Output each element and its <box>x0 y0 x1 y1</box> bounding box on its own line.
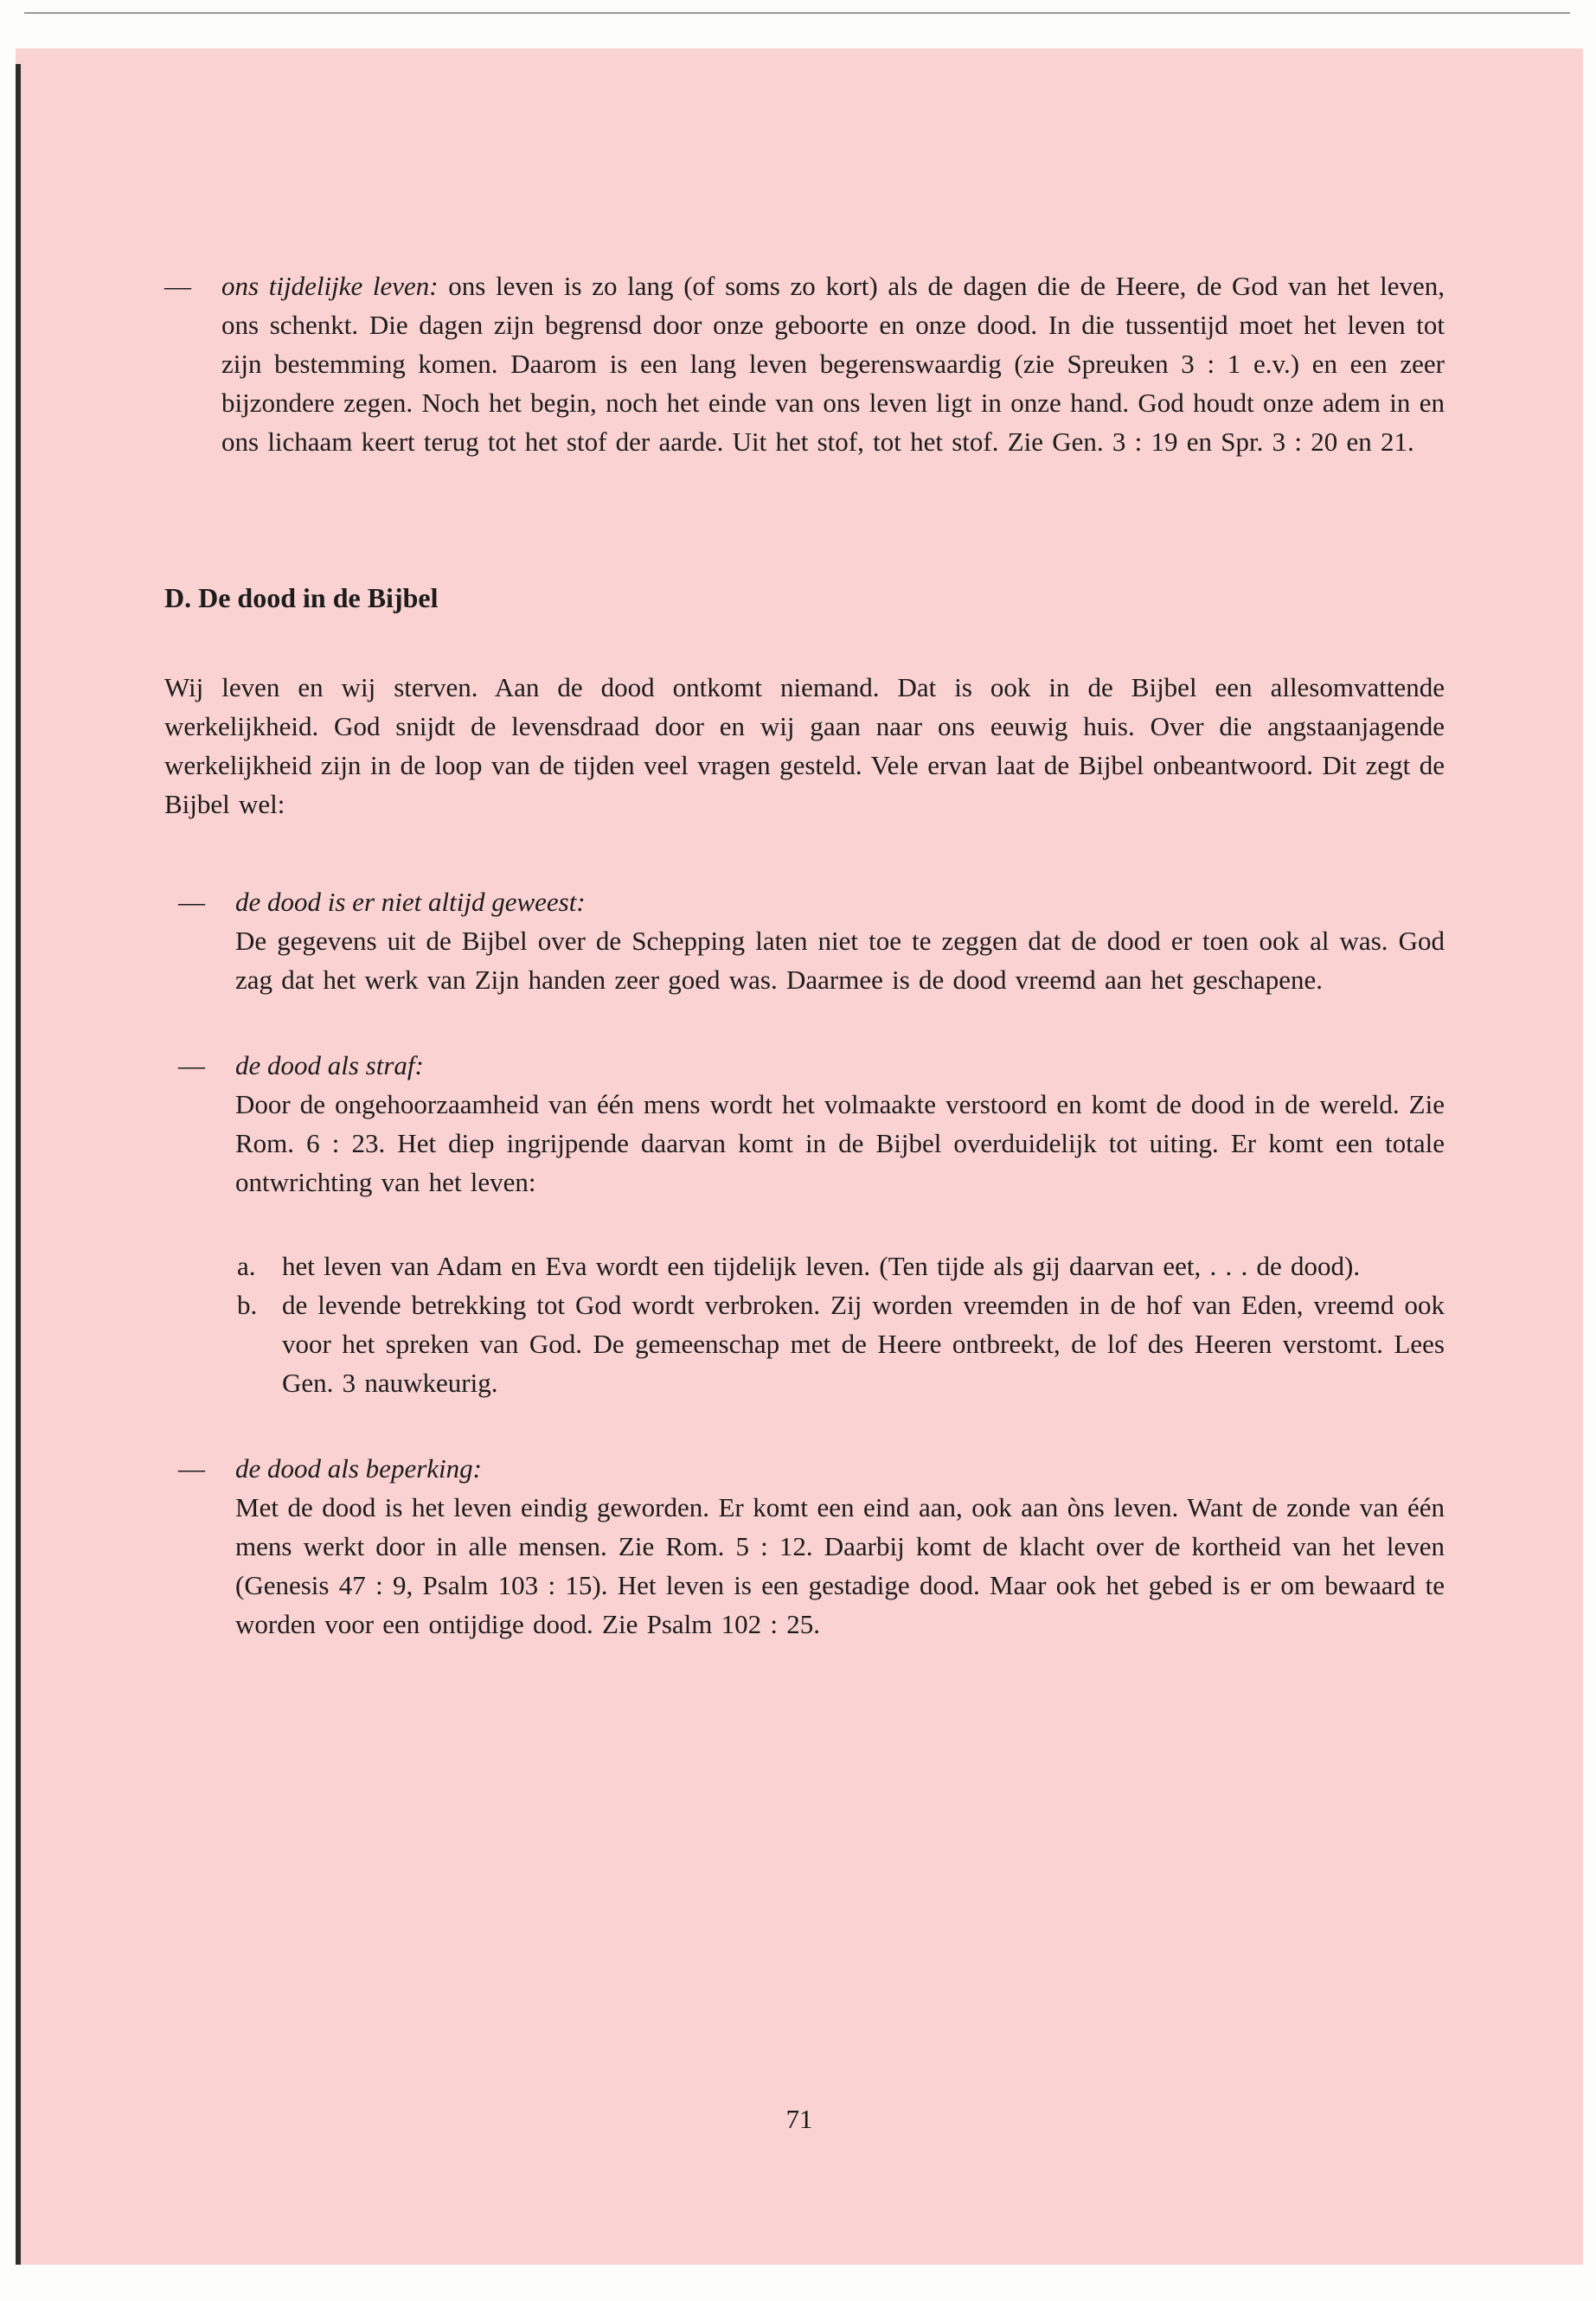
paragraph-body <box>221 266 1445 461</box>
scan-top-line <box>24 12 1570 14</box>
item-lead: de dood is er niet altijd geweest: <box>235 887 586 917</box>
dash-marker: — <box>178 1050 205 1080</box>
section-intro-paragraph: Wij leven en wij sterven. Aan de dood ontkomt niemand. Dat is ook in de Bijbel een allesomvattende werkelijkheid. God snijdt de levensdraad door en wij gaan naar ons eeuwig huis. Over die angstaanjagende werkelijkheid zijn in de loop van de tijden veel vragen gesteld. Vele ervan laat de Bijbel onbeantwoord. Dit zegt de Bijbel wel: <box>164 672 1445 819</box>
paragraph-ons-tijdelijke-leven <box>164 266 1445 461</box>
sublist <box>235 1247 1445 1402</box>
list-item-dood-als-straf <box>178 1046 1445 1402</box>
list-item-dood-niet-altijd-geweest <box>178 882 1445 999</box>
sublist-item-a <box>237 1247 1445 1285</box>
sublist-marker-b: b. <box>237 1290 258 1320</box>
sublist-text-b: de levende betrekking tot God wordt verbroken. Zij worden vreemden in de hof van Eden, vreemd ook voor het spreken van God. De gemeenschap met de Heere ontbreekt, de lof des Heeren verstomt. Lees Gen. 3 nauwkeurig. <box>282 1290 1445 1398</box>
sublist-item-b <box>237 1285 1445 1402</box>
item-lead: de dood als beperking: <box>235 1453 482 1484</box>
item-text: De gegevens uit de Bijbel over de Schepping laten niet toe te zeggen dat de dood er toen ook al was. God zag dat het werk van Zijn handen zeer goed was. Daarmee is de dood vreemd aan het geschapene. <box>235 926 1445 995</box>
item-text: Door de ongehoorzaamheid van één mens wordt het volmaakte verstoord en komt de dood in de wereld. Zie Rom. 6 : 23. Het diep ingrijpende daarvan komt in de Bijbel overduidelijk tot uiting. Er komt een totale ontwrichting van het leven: <box>235 1089 1445 1197</box>
dash-marker: — <box>164 271 191 301</box>
sublist-marker-a: a. <box>237 1251 256 1281</box>
book-page <box>16 48 1583 2265</box>
section-heading: D. De dood in de Bijbel <box>164 582 439 613</box>
list-item-dood-als-beperking <box>178 1449 1445 1644</box>
dash-marker: — <box>178 887 205 917</box>
scan-edge-shadow <box>16 64 21 2265</box>
italic-lead: ons tijdelijke leven: <box>221 271 439 301</box>
page-number: 71 <box>785 2104 813 2134</box>
item-text: Met de dood is het leven eindig geworden. Er komt een eind aan, ook aan òns leven. Want de zonde van één mens werkt door in alle mensen. Zie Rom. 5 : 12. Daarbij komt de klacht over de kortheid van het leven (Genesis 47 : 9, Psalm 103 : 15). Het leven is een gestadige dood. Maar ook het gebed is er om bewaard te worden voor een ontijdige dood. Zie Psalm 102 : 25. <box>235 1492 1445 1639</box>
sublist-text-a: het leven van Adam en Eva wordt een tijdelijk leven. (Ten tijde als gij daarvan eet, . . . de dood). <box>282 1251 1361 1281</box>
page-content <box>164 48 1445 1644</box>
dash-marker: — <box>178 1453 205 1484</box>
paragraph-text: ons leven is zo lang (of soms zo kort) als de dagen die de Heere, de God van het leven, ons schenkt. Die dagen zijn begrensd door onze geboorte en onze dood. In die tussentijd moet het leven tot zijn bestemming komen. Daarom is een lang leven begerenswaardig (zie Spreuken 3 : 1 e.v.) en een zeer bijzondere zegen. Noch het begin, noch het einde van ons leven ligt in onze hand. God houdt onze adem in en ons lichaam keert terug tot het stof der aarde. Uit het stof, tot het stof. Zie Gen. 3 : 19 en Spr. 3 : 20 en 21. <box>221 271 1445 457</box>
item-lead: de dood als straf: <box>235 1050 424 1080</box>
